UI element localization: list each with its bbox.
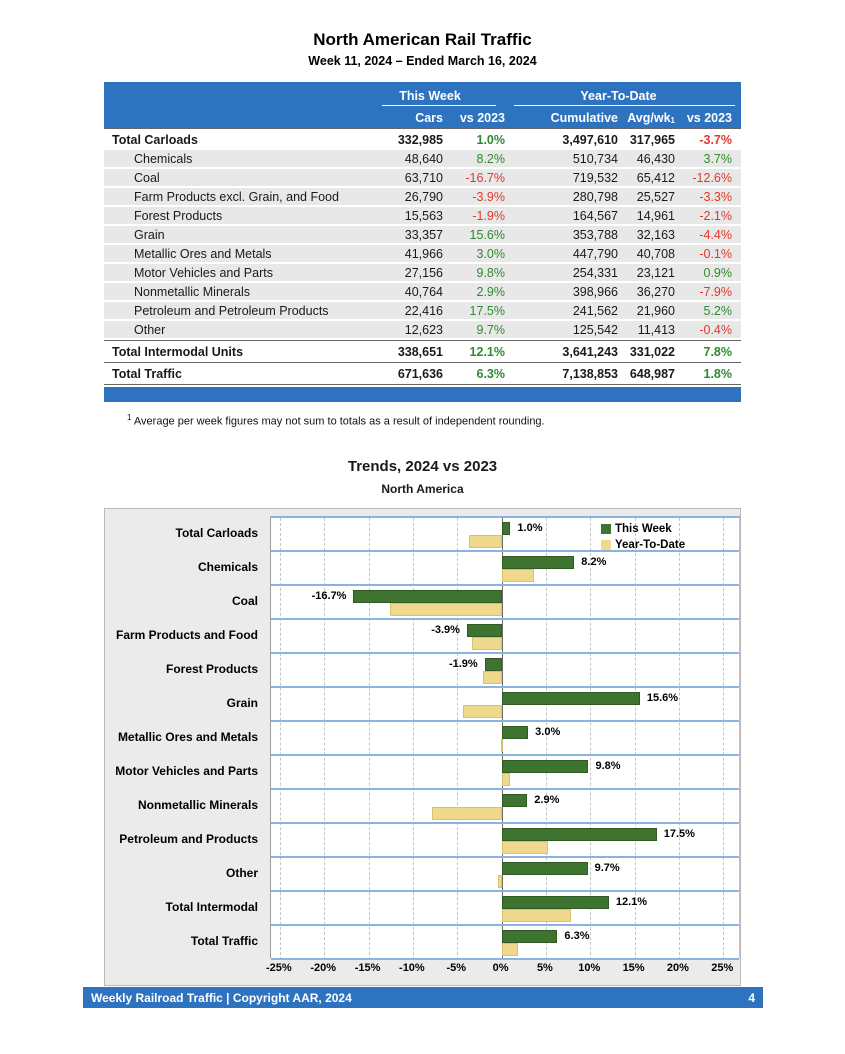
chart-tick-label: 25%: [711, 961, 734, 974]
chart-band-separator: [271, 958, 739, 960]
header-group-ytd-label: Year-To-Date: [580, 89, 657, 103]
cell-cars: 26,790: [404, 189, 443, 204]
cell-tw-vs2023: 3.0%: [476, 246, 505, 261]
chart-bar-this-week: [502, 862, 588, 875]
table-row: [104, 283, 741, 302]
cell-tw-vs2023: 9.7%: [476, 322, 505, 337]
table-row: [104, 128, 741, 150]
chart-category-label: Metallic Ores and Metals: [117, 729, 258, 744]
cell-cumulative: 3,641,243: [562, 344, 618, 359]
chart-band-separator: [271, 822, 739, 824]
chart-bar-value-label: 1.0%: [517, 522, 543, 535]
chart-bar-value-label: 12.1%: [615, 896, 648, 909]
legend-label: This Week: [615, 522, 672, 535]
table-row: [104, 226, 741, 245]
chart-subtitle: North America: [381, 481, 464, 496]
chart-band-separator: [271, 686, 739, 688]
chart-bar-this-week: [502, 522, 511, 535]
header-col-empty: [104, 106, 373, 128]
chart-tick-label: -20%: [310, 961, 337, 974]
cell-cumulative: 447,790: [572, 246, 618, 261]
chart-tick-label: 10%: [578, 961, 601, 974]
cell-cars: 15,563: [404, 208, 443, 223]
chart-category-labels: [105, 516, 270, 958]
chart-title: Trends, 2024 vs 2023: [347, 457, 498, 475]
cell-cars: 338,651: [397, 344, 443, 359]
chart-bar-value-label: 15.6%: [646, 692, 679, 705]
header-group-this-week: [364, 82, 496, 106]
legend-swatch-icon: [601, 524, 611, 534]
cell-cars: 41,966: [404, 246, 443, 261]
header-col-avgwk-text: Avg/wk: [627, 111, 671, 125]
legend-item-this-week: [601, 521, 685, 537]
row-label: Grain: [134, 227, 165, 242]
table-row: [104, 207, 741, 226]
table-row: [104, 169, 741, 188]
legend-item-year-to-date: [601, 537, 685, 553]
cell-cars: 671,636: [397, 366, 443, 381]
chart-bar-year-to-date: [502, 773, 510, 786]
cell-cumulative: 125,542: [572, 322, 618, 337]
chart-bar-value-label: -16.7%: [311, 590, 347, 603]
cell-avgwk: 14,961: [636, 208, 675, 223]
header-group-this-week-label: This Week: [399, 89, 461, 103]
header-col-avgwk: [618, 106, 675, 128]
chart-category-label: Other: [225, 865, 258, 880]
chart-bar-year-to-date: [472, 637, 501, 650]
chart-bar-value-label: -3.9%: [431, 624, 460, 637]
cell-ytd-vs2023: 3.7%: [703, 151, 732, 166]
cell-ytd-vs2023: 5.2%: [703, 303, 732, 318]
chart-bar-this-week: [502, 556, 575, 569]
cell-avgwk: 36,270: [636, 284, 675, 299]
chart-tick-label: 5%: [536, 961, 553, 974]
cell-cars: 63,710: [404, 170, 443, 185]
footer-text: Weekly Railroad Traffic | Copyright AAR, 2024: [91, 990, 352, 1005]
chart-bar-year-to-date: [498, 875, 502, 888]
row-label: Metallic Ores and Metals: [134, 246, 272, 261]
chart-bar-this-week: [353, 590, 501, 603]
cell-ytd-vs2023: -2.1%: [699, 208, 732, 223]
table-row: [104, 245, 741, 264]
chart-bar-this-week: [502, 828, 657, 841]
cell-tw-vs2023: 17.5%: [469, 303, 505, 318]
page-title: North American Rail Traffic: [313, 30, 532, 49]
chart-bar-year-to-date: [502, 841, 548, 854]
header-col-ytd-vs2023: vs 2023: [686, 111, 732, 125]
chart-plot-area: [270, 516, 740, 958]
cell-cumulative: 241,562: [572, 303, 618, 318]
cell-cars: 27,156: [404, 265, 443, 280]
chart-bar-value-label: 2.9%: [534, 794, 560, 807]
chart-bar-year-to-date: [501, 739, 503, 752]
chart-band-separator: [271, 618, 739, 620]
rail-traffic-table: [104, 82, 741, 385]
cell-avgwk: 331,022: [629, 344, 675, 359]
row-label: Total Carloads: [112, 132, 198, 147]
chart-band-separator: [271, 584, 739, 586]
cell-cumulative: 510,734: [572, 151, 618, 166]
header-col-cars: Cars: [415, 111, 443, 125]
header-col-cumulative: Cumulative: [550, 111, 618, 125]
chart-bar-year-to-date: [463, 705, 502, 718]
cell-avgwk: 23,121: [636, 265, 675, 280]
cell-cumulative: 719,532: [572, 170, 618, 185]
chart-legend: [601, 521, 685, 553]
cell-avgwk: 25,527: [636, 189, 675, 204]
row-label: Total Traffic: [112, 366, 182, 381]
rail-table-body: [104, 128, 741, 385]
chart-tick-label: 0%: [492, 961, 509, 974]
cell-avgwk: 317,965: [629, 132, 675, 147]
cell-tw-vs2023: 8.2%: [476, 151, 505, 166]
chart-bar-this-week: [502, 794, 528, 807]
cell-tw-vs2023: -1.9%: [472, 208, 505, 223]
chart-bar-year-to-date: [502, 569, 535, 582]
chart-x-axis: [266, 961, 740, 982]
cell-ytd-vs2023: -3.3%: [699, 189, 732, 204]
cell-tw-vs2023: 1.0%: [476, 132, 505, 147]
table-bottom-bar: [104, 387, 741, 402]
cell-cumulative: 398,966: [572, 284, 618, 299]
row-label: Petroleum and Petroleum Products: [134, 303, 329, 318]
cell-cars: 332,985: [397, 132, 443, 147]
table-row: [104, 340, 741, 362]
cell-ytd-vs2023: -7.9%: [699, 284, 732, 299]
table-row: [104, 150, 741, 169]
table-row: [104, 321, 741, 340]
cell-ytd-vs2023: -0.1%: [699, 246, 732, 261]
cell-cumulative: 164,567: [572, 208, 618, 223]
cell-tw-vs2023: 2.9%: [476, 284, 505, 299]
cell-avgwk: 648,987: [629, 366, 675, 381]
table-row: [104, 264, 741, 283]
cell-ytd-vs2023: 7.8%: [703, 344, 732, 359]
chart-bar-value-label: 9.8%: [595, 760, 621, 773]
chart-bar-year-to-date: [390, 603, 502, 616]
header-group-ytd: [496, 82, 741, 106]
row-label: Other: [134, 322, 166, 337]
cell-cumulative: 353,788: [572, 227, 618, 242]
chart-band-separator: [271, 890, 739, 892]
report-page: [0, 30, 845, 1054]
cell-cars: 40,764: [404, 284, 443, 299]
chart-bar-year-to-date: [469, 535, 502, 548]
chart-bar-value-label: 8.2%: [581, 556, 607, 569]
chart-bar-value-label: 3.0%: [535, 726, 561, 739]
cell-avgwk: 32,163: [636, 227, 675, 242]
chart-bar-value-label: 17.5%: [663, 828, 695, 841]
cell-tw-vs2023: 6.3%: [476, 366, 505, 381]
chart-band-separator: [271, 754, 739, 756]
chart-bar-year-to-date: [483, 671, 502, 684]
cell-avgwk: 46,430: [636, 151, 675, 166]
chart-bar-value-label: 9.7%: [594, 862, 620, 875]
chart-bar-year-to-date: [432, 807, 502, 820]
row-label: Coal: [134, 170, 160, 185]
cell-cumulative: 3,497,610: [562, 132, 618, 147]
cell-avgwk: 21,960: [636, 303, 675, 318]
cell-cars: 12,623: [404, 322, 443, 337]
footer-bar: [83, 987, 763, 1008]
page-subtitle: Week 11, 2024 – Ended March 16, 2024: [308, 54, 537, 68]
legend-swatch-icon: [601, 540, 611, 550]
chart-category-label: Coal: [231, 593, 258, 608]
cell-ytd-vs2023: 1.8%: [703, 366, 732, 381]
cell-cars: 48,640: [404, 151, 443, 166]
chart-category-label: Chemicals: [197, 559, 258, 574]
chart-tick-label: 20%: [666, 961, 689, 974]
chart-bar-year-to-date: [502, 909, 571, 922]
chart-category-label: Total Intermodal: [165, 899, 258, 914]
chart-band-separator: [271, 924, 739, 926]
header-col-tw-vs2023: vs 2023: [459, 111, 505, 125]
chart-band-separator: [271, 652, 739, 654]
chart-tick-label: -5%: [446, 961, 466, 974]
chart-category-label: Total Traffic: [190, 933, 258, 948]
chart-category-label: Forest Products: [165, 661, 258, 676]
table-header: [104, 82, 741, 128]
chart-band-separator: [271, 788, 739, 790]
cell-cars: 22,416: [404, 303, 443, 318]
cell-cumulative: 280,798: [572, 189, 618, 204]
chart-band-separator: [271, 856, 739, 858]
cell-tw-vs2023: 12.1%: [469, 344, 505, 359]
footer-page-number: 4: [748, 990, 755, 1005]
footnote: [104, 413, 741, 428]
chart-bar-this-week: [485, 658, 502, 671]
row-label: Motor Vehicles and Parts: [134, 265, 273, 280]
chart-bar-year-to-date: [502, 943, 518, 956]
chart-bar-this-week: [502, 760, 589, 773]
chart-bar-this-week: [502, 726, 529, 739]
footnote-sup: 1: [127, 413, 132, 422]
chart-tick-label: 15%: [622, 961, 645, 974]
cell-avgwk: 40,708: [636, 246, 675, 261]
cell-avgwk: 65,412: [636, 170, 675, 185]
chart-bar-value-label: -1.9%: [448, 658, 478, 671]
chart-category-label: Petroleum and Products: [119, 831, 258, 846]
row-label: Chemicals: [134, 151, 193, 166]
chart-bar-value-label: 6.3%: [564, 930, 590, 943]
cell-tw-vs2023: -3.9%: [472, 189, 505, 204]
cell-ytd-vs2023: -3.7%: [699, 132, 732, 147]
chart-bar-this-week: [502, 896, 609, 909]
cell-cumulative: 254,331: [572, 265, 618, 280]
cell-cars: 33,357: [404, 227, 443, 242]
cell-tw-vs2023: -16.7%: [465, 170, 505, 185]
table-row: [104, 362, 741, 384]
row-label: Nonmetallic Minerals: [134, 284, 251, 299]
chart-category-label: Grain: [226, 695, 258, 710]
chart-tick-label: -15%: [354, 961, 381, 974]
cell-ytd-vs2023: -12.6%: [692, 170, 732, 185]
cell-tw-vs2023: 9.8%: [476, 265, 505, 280]
chart-category-label: Nonmetallic Minerals: [137, 797, 258, 812]
cell-tw-vs2023: 15.6%: [469, 227, 505, 242]
chart-tick-label: -10%: [399, 961, 425, 974]
cell-ytd-vs2023: 0.9%: [703, 265, 732, 280]
row-label: Total Intermodal Units: [112, 344, 244, 359]
legend-label: Year-To-Date: [615, 538, 686, 551]
cell-cumulative: 7,138,853: [562, 366, 618, 381]
chart-category-label: Total Carloads: [175, 525, 258, 540]
row-label: Forest Products: [134, 208, 223, 223]
chart-bar-this-week: [502, 692, 640, 705]
footnote-text: Average per week figures may not sum to totals as a result of independent rounding.: [131, 415, 545, 428]
header-spacer: [104, 82, 364, 106]
trends-bar-chart: [104, 508, 741, 986]
row-label: Farm Products excl. Grain, and Food: [134, 189, 339, 204]
header-col-avgwk-sup: 1: [670, 116, 675, 125]
cell-avgwk: 11,413: [637, 322, 675, 337]
chart-band-separator: [271, 720, 739, 722]
chart-bar-this-week: [467, 624, 502, 637]
table-row: [104, 188, 741, 207]
chart-bar-this-week: [502, 930, 558, 943]
chart-tick-label: -25%: [266, 961, 292, 974]
cell-ytd-vs2023: -4.4%: [699, 227, 732, 242]
cell-ytd-vs2023: -0.4%: [699, 322, 732, 337]
chart-category-label: Motor Vehicles and Parts: [115, 763, 258, 778]
chart-category-label: Farm Products and Food: [115, 627, 258, 642]
table-row: [104, 302, 741, 321]
